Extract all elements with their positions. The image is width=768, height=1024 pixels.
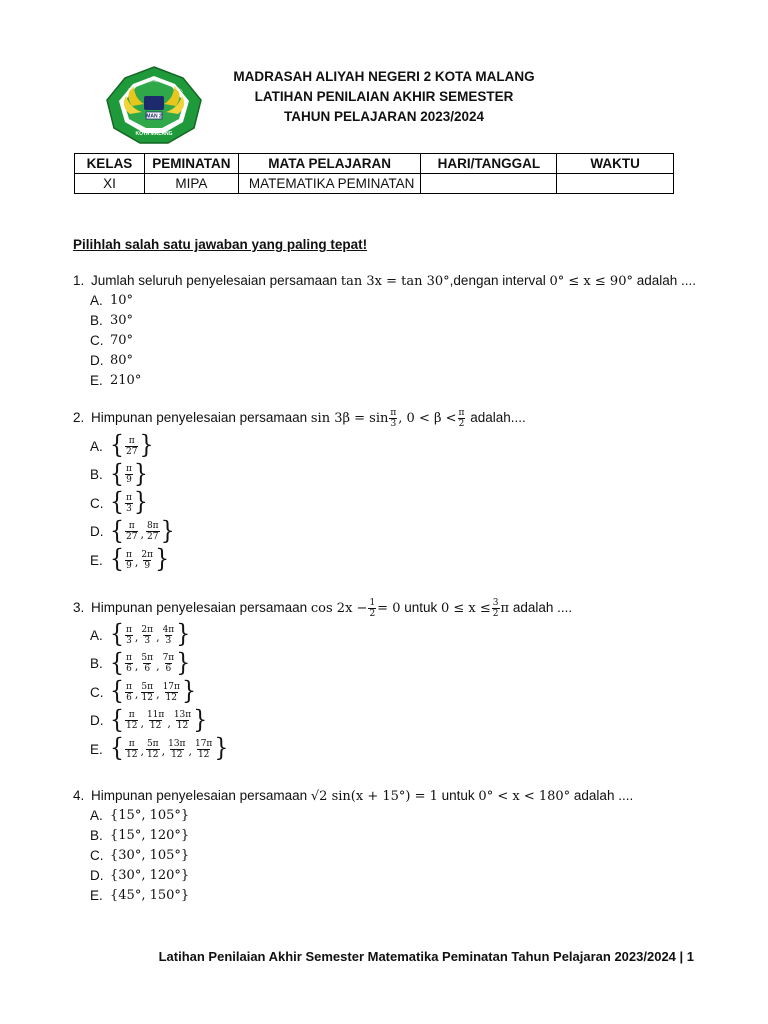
question-1	[73, 272, 696, 291]
option-b[interactable]	[90, 825, 189, 845]
option-label: C.	[90, 332, 104, 348]
question-3	[73, 598, 572, 619]
fraction: $\frac{\pi}{6}$	[126, 681, 132, 703]
options-list	[90, 432, 175, 575]
options-list	[90, 290, 141, 390]
answer-set: { $\frac{\pi}{3}$ , $\frac{2\pi}{3}$ , $\frac{4\pi}{3}$ }	[110, 620, 191, 650]
option-label: B.	[90, 312, 103, 328]
school-name: MADRASAH ALIYAH NEGERI 2 KOTA MALANG	[233, 69, 535, 84]
options-list	[90, 621, 228, 764]
option-c[interactable]	[90, 678, 228, 707]
fraction: $\frac{17\pi}{12}$	[162, 681, 180, 703]
option-b[interactable]	[90, 310, 141, 330]
fraction: $\frac{\pi}{27}$	[126, 435, 138, 457]
math-expression: 0 ≤ x ≤	[441, 601, 491, 617]
logo-badge-text: MAN 2	[146, 113, 162, 120]
option-label: C.	[90, 684, 104, 700]
fraction: $\frac{5\pi}{12}$	[141, 681, 154, 703]
math-expression: tan 3x = tan 30°	[340, 274, 450, 289]
option-value: 70°	[110, 332, 134, 348]
option-label: A.	[90, 807, 103, 823]
table-header-row	[75, 154, 674, 174]
header-peminatan: PEMINATAN	[144, 154, 238, 174]
fraction: $\frac{4\pi}{3}$	[162, 624, 175, 646]
fraction: $\frac{5\pi}{12}$	[146, 738, 159, 760]
logo-bottom-text: KOTA MALANG	[135, 131, 173, 137]
option-label: D.	[90, 867, 104, 883]
option-a[interactable]	[90, 432, 175, 461]
option-label: B.	[90, 656, 103, 672]
fraction: $\frac{3}{2}$	[492, 598, 499, 619]
fraction: $\frac{\pi}{3}$	[126, 624, 132, 646]
answer-set: { $\frac{\pi}{12}$ , $\frac{5\pi}{12}$ , $\frac{13\pi}{12}$ , $\frac{17\pi}{12}$ }	[110, 734, 229, 764]
exam-info-table	[74, 153, 674, 194]
option-label: C.	[90, 495, 104, 511]
option-label: E.	[90, 552, 103, 568]
option-c[interactable]	[90, 489, 175, 518]
option-label: E.	[90, 741, 103, 757]
fraction: $\frac{\pi}{12}$	[126, 738, 138, 760]
fraction: $\frac{\pi}{12}$	[126, 710, 138, 732]
options-list	[90, 805, 189, 905]
instruction-text: Pilihlah salah satu jawaban yang paling tepat!	[73, 237, 368, 252]
option-value: {45°, 150°}	[110, 887, 190, 903]
option-e[interactable]	[90, 735, 228, 764]
option-label: D.	[90, 524, 104, 540]
fraction: $\frac{13\pi}{12}$	[168, 738, 186, 760]
fraction: $\frac{7\pi}{6}$	[162, 653, 175, 675]
logo-ring-text: MADRASAH ALIYAH NEGERI	[127, 77, 185, 95]
math-expression: , 0 < β <	[398, 411, 457, 427]
question-number: 3.	[73, 600, 85, 616]
question-text: Himpunan penyelesaian persamaan	[91, 788, 311, 803]
option-label: B.	[90, 467, 103, 483]
option-label: B.	[90, 827, 103, 843]
math-expression: 0° ≤ x ≤ 90°	[549, 274, 633, 289]
option-value: {15°, 105°}	[110, 807, 190, 823]
option-label: D.	[90, 713, 104, 729]
fraction: $\frac{1}{2}$	[369, 598, 376, 619]
option-d[interactable]	[90, 350, 141, 370]
answer-set: { $\frac{\pi}{6}$ , $\frac{5\pi}{12}$ , $\frac{17\pi}{12}$ }	[110, 677, 196, 707]
header-hari-tanggal: HARI/TANGGAL	[421, 154, 557, 174]
option-label: E.	[90, 887, 103, 903]
option-e[interactable]	[90, 546, 175, 575]
option-d[interactable]	[90, 518, 175, 547]
question-number: 4.	[73, 788, 85, 803]
header-mata-pelajaran: MATA PELAJARAN	[238, 154, 421, 174]
fraction: $\frac{8\pi}{27}$	[146, 521, 159, 543]
option-value: {15°, 120°}	[110, 827, 190, 843]
answer-set: { $\frac{\pi}{3}$ }	[110, 488, 148, 518]
answer-set: { $\frac{\pi}{9}$ }	[110, 459, 148, 489]
question-text: Jumlah seluruh penyelesaian persamaan	[91, 273, 341, 288]
option-c[interactable]	[90, 330, 141, 350]
option-a[interactable]	[90, 805, 189, 825]
option-e[interactable]	[90, 370, 141, 390]
header-kelas: KELAS	[75, 154, 145, 174]
header-waktu: WAKTU	[557, 154, 674, 174]
option-value: 210°	[110, 372, 142, 388]
cell-waktu	[557, 174, 674, 194]
fraction: $\frac{13\pi}{12}$	[173, 710, 192, 732]
exam-header	[180, 67, 588, 127]
math-expression: 0° < x < 180°	[478, 789, 571, 804]
option-b[interactable]	[90, 461, 175, 490]
fraction: $\frac{\pi}{9}$	[126, 464, 132, 486]
math-expression: π	[500, 601, 510, 617]
math-expression: cos 2x −	[310, 601, 368, 617]
option-label: A.	[90, 438, 103, 454]
cell-hari-tanggal	[421, 174, 557, 194]
fraction: $\frac{5\pi}{6}$	[141, 653, 154, 675]
option-label: A.	[90, 292, 103, 308]
question-text: Himpunan penyelesaian persamaan	[91, 600, 311, 616]
fraction: $\frac{\pi}{6}$	[126, 653, 132, 675]
option-label: D.	[90, 352, 104, 368]
answer-set: { $\frac{\pi}{12}$ , $\frac{11\pi}{12}$ , $\frac{13\pi}{12}$ }	[110, 705, 208, 735]
question-text: adalah....	[466, 410, 526, 426]
answer-set: { $\frac{\pi}{9}$ , $\frac{2\pi}{9}$ }	[110, 545, 170, 575]
table-row	[75, 174, 674, 194]
fraction: $\frac{17\pi}{12}$	[194, 738, 213, 760]
fraction: $\frac{\pi}{3}$	[390, 408, 397, 429]
question-text: Himpunan penyelesaian persamaan	[91, 410, 311, 426]
question-text: adalah ....	[570, 788, 634, 803]
answer-set: { $\frac{\pi}{27}$ }	[110, 431, 154, 461]
academic-year: TAHUN PELAJARAN 2023/2024	[283, 109, 485, 124]
math-expression: sin 3β = sin	[310, 411, 389, 427]
question-number: 2.	[73, 410, 85, 426]
question-text: adalah ....	[509, 600, 573, 616]
question-number: 1.	[73, 273, 85, 288]
fraction: $\frac{11\pi}{12}$	[146, 710, 165, 732]
option-a[interactable]	[90, 290, 141, 310]
option-value: 10°	[110, 292, 134, 308]
answer-set: { $\frac{\pi}{6}$ , $\frac{5\pi}{6}$ , $\frac{7\pi}{6}$ }	[110, 648, 191, 678]
option-c[interactable]	[90, 845, 189, 865]
cell-peminatan: MIPA	[144, 174, 238, 194]
option-label: A.	[90, 627, 103, 643]
fraction: $\frac{\pi}{9}$	[126, 549, 132, 571]
fraction: $\frac{\pi}{2}$	[458, 408, 465, 429]
fraction: $\frac{2\pi}{3}$	[141, 624, 154, 646]
question-text: adalah ....	[632, 273, 697, 288]
math-expression: √2 sin(x + 15°) = 1	[310, 789, 438, 804]
option-d[interactable]	[90, 865, 189, 885]
cell-mata-pelajaran: MATEMATIKA PEMINATAN	[238, 174, 421, 194]
answer-set: { $\frac{\pi}{27}$ , $\frac{8\pi}{27}$ }	[110, 516, 175, 546]
option-value: 80°	[110, 352, 134, 368]
option-value: {30°, 105°}	[110, 847, 190, 863]
page-footer: Latihan Penilaian Akhir Semester Matematika Peminatan Tahun Pelajaran 2023/2024 | 1	[158, 949, 694, 964]
option-e[interactable]	[90, 885, 189, 905]
exam-title: LATIHAN PENILAIAN AKHIR SEMESTER	[254, 89, 514, 104]
option-d[interactable]	[90, 707, 228, 736]
question-text: untuk	[437, 788, 479, 803]
option-a[interactable]	[90, 621, 228, 650]
cell-kelas: XI	[75, 174, 145, 194]
question-2	[73, 408, 526, 429]
option-label: C.	[90, 847, 104, 863]
option-value: {30°, 120°}	[110, 867, 190, 883]
fraction: $\frac{\pi}{3}$	[126, 492, 132, 514]
fraction: $\frac{\pi}{27}$	[126, 521, 138, 543]
question-text: untuk	[400, 600, 441, 616]
fraction: $\frac{2\pi}{9}$	[141, 549, 154, 571]
option-value: 30°	[110, 312, 134, 328]
option-b[interactable]	[90, 650, 228, 679]
question-4	[73, 787, 633, 806]
question-text: ,dengan interval	[449, 273, 550, 288]
math-expression: = 0	[377, 601, 401, 617]
option-label: E.	[90, 372, 103, 388]
